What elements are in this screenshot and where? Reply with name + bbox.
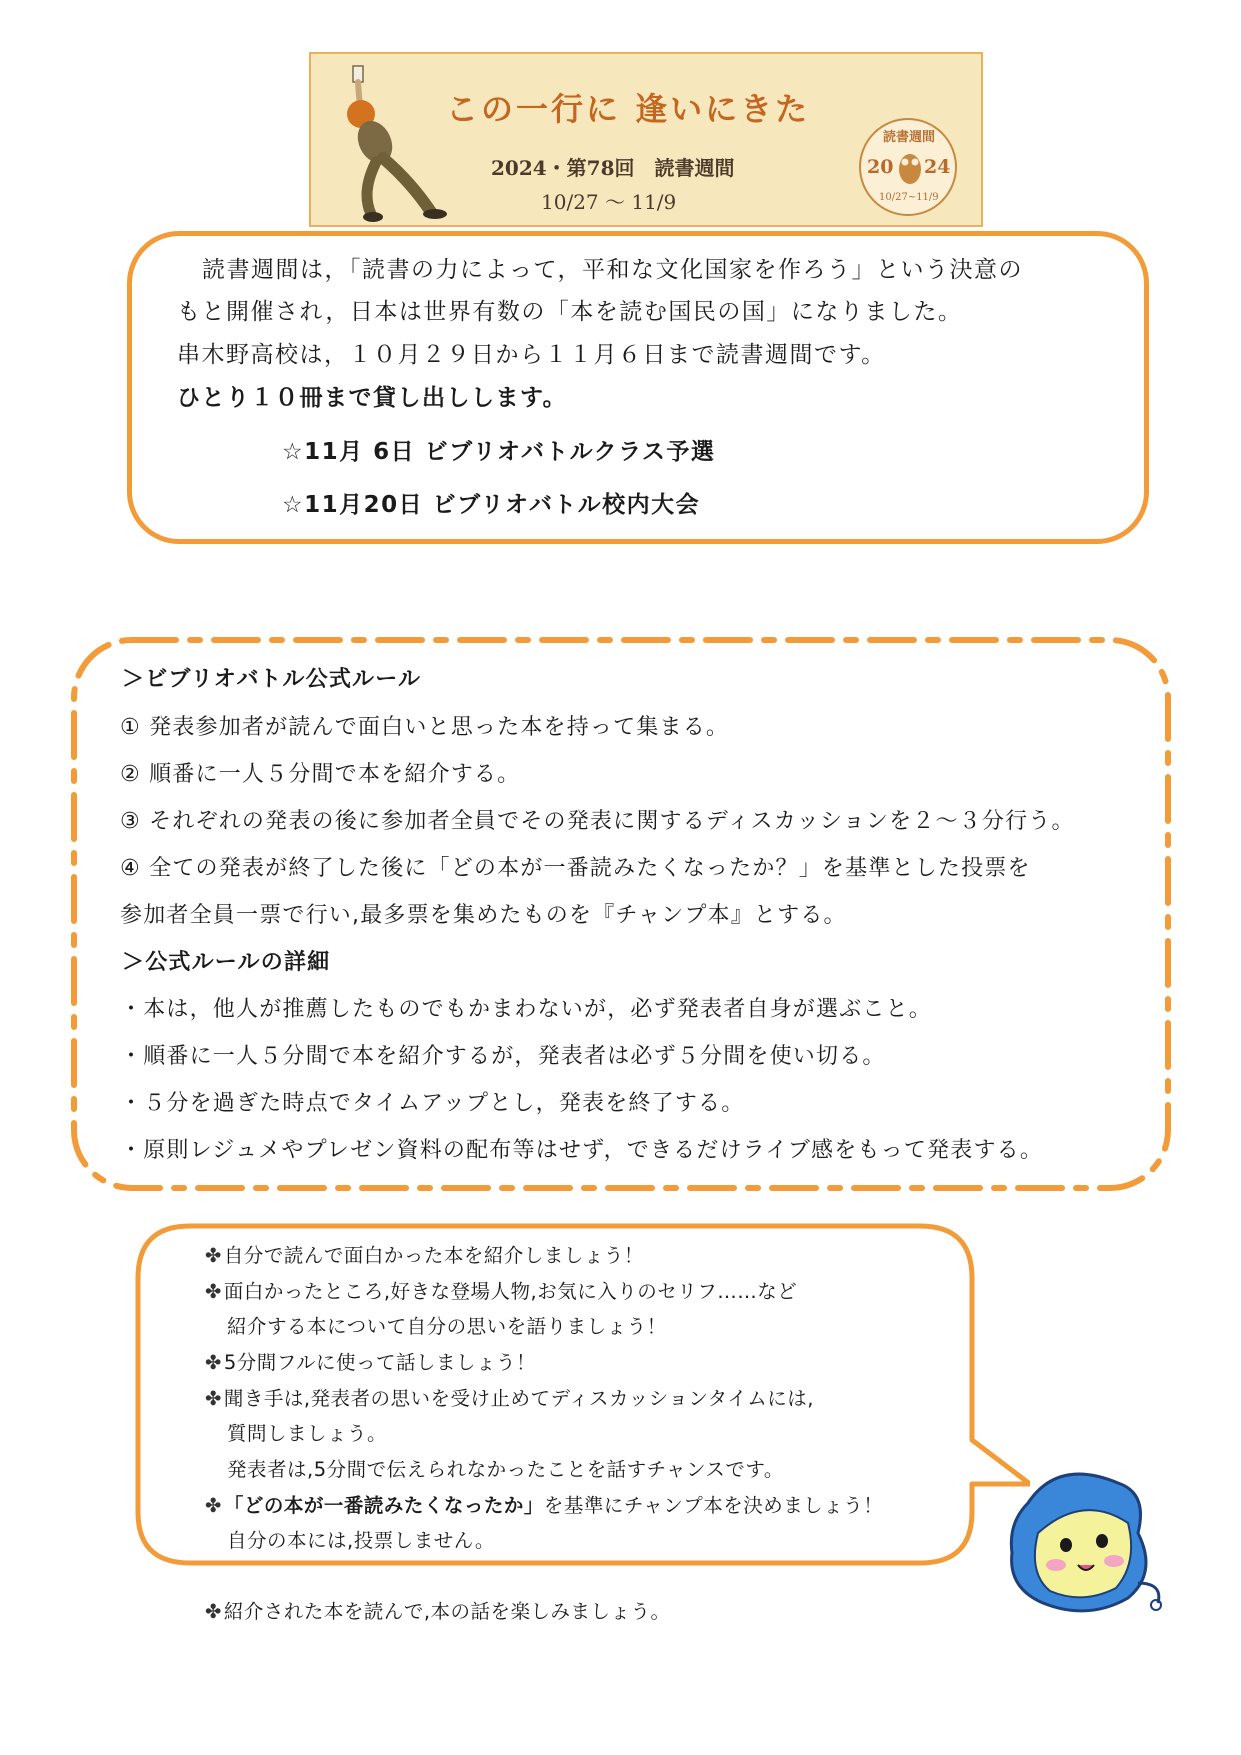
banner-title: この一行に 逢いにきた (446, 90, 811, 128)
event-school-tournament: ☆11月20日 ビブリオバトル校内大会 (282, 492, 701, 518)
clover-bullet-icon: ✤ (205, 1387, 222, 1410)
rule-detail-2: ・順番に一人５分間で本を紹介するが，発表者は必ず５分間を使い切る。 (120, 1044, 886, 1069)
clover-bullet-icon: ✤ (205, 1600, 222, 1623)
tip-2: ✤ 面白かったところ,好きな登場人物,お気に入りのセリフ……など (205, 1280, 798, 1303)
intro-box (127, 231, 1149, 544)
tip-5-cont: 自分の本には,投票しません。 (227, 1529, 495, 1552)
clover-bullet-icon: ✤ (205, 1280, 222, 1303)
reading-week-seal (859, 118, 957, 216)
intro-lending-limit: ひとり１０冊まで貸し出しします。 (177, 385, 568, 411)
rules-box (62, 630, 1180, 1200)
banner-dates: 10/27 ～ 11/9 (541, 190, 677, 214)
owl-icon (897, 148, 923, 186)
clover-bullet-icon: ✤ (205, 1494, 222, 1517)
seal-bottom-text: 10/27~11/9 (879, 192, 939, 203)
intro-line-3: 串木野高校は，１０月２９日から１１月６日まで読書週間です。 (177, 342, 886, 368)
rule-item-2: ② 順番に一人５分間で本を紹介する。 (120, 762, 521, 787)
rule-detail-4: ・原則レジュメやプレゼン資料の配布等はせず，できるだけライブ感をもって発表する。 (120, 1138, 1044, 1163)
tip-6: ✤ 紹介された本を読んで,本の話を楽しみましょう。 (205, 1600, 671, 1623)
seal-year-right: 24 (924, 156, 951, 178)
rules-detail-heading: ＞公式ルールの詳細 (122, 950, 331, 975)
rule-item-4: ④ 全ての発表が終了した後に「どの本が一番読みたくなったか？」を基準とした投票を (120, 856, 1031, 881)
tip-4: ✤ 聞き手は,発表者の思いを受け止めてディスカッションタイムには, (205, 1387, 814, 1410)
seal-top-text: 読書週間 (883, 130, 936, 145)
rule-detail-1: ・本は，他人が推薦したものでもかまわないが，必ず発表者自身が選ぶこと。 (120, 997, 933, 1022)
jumping-reader-illustration (331, 62, 451, 222)
tip-2-cont: 紹介する本について自分の思いを語りましょう！ (227, 1315, 667, 1338)
intro-line-2: もと開催され，日本は世界有数の「本を読む国民の国」になりました。 (177, 299, 963, 325)
seal-year-left: 20 (867, 156, 894, 178)
tip-4-cont-2: 発表者は,5分間で伝えられなかったことを話すチャンスです。 (227, 1458, 784, 1481)
reading-week-banner (309, 52, 983, 227)
rule-detail-3: ・５分を過ぎた時点でタイムアップとし，発表を終了する。 (120, 1091, 745, 1116)
banner-subtitle: 2024・第78回 読書週間 (491, 156, 735, 180)
rule-item-4-cont: 参加者全員一票で行い,最多票を集めたものを『チャンプ本』とする。 (120, 903, 847, 928)
tip-4-cont: 質問しましょう。 (227, 1422, 388, 1445)
rule-item-1: ① 発表参加者が読んで面白いと思った本を持って集まる。 (120, 715, 730, 740)
event-class-preliminary: ☆11月 6日 ビブリオバトルクラス予選 (282, 439, 716, 465)
mascot-illustration (998, 1463, 1168, 1623)
tip-3: ✤ 5分間フルに使って話しましょう！ (205, 1351, 536, 1374)
intro-line-1: 読書週間は，「読書の力によって，平和な文化国家を作ろう」という決意の (202, 257, 1024, 283)
tip-5: ✤ 「どの本が一番読みたくなったか」を基準にチャンプ本を決めましょう！ (205, 1494, 884, 1517)
tips-speech-bubble (130, 1222, 1030, 1567)
clover-bullet-icon: ✤ (205, 1244, 222, 1267)
rule-item-3: ③ それぞれの発表の後に参加者全員でその発表に関するディスカッションを２～３分行う。 (120, 809, 1075, 834)
clover-bullet-icon: ✤ (205, 1351, 222, 1374)
rules-heading: ＞ビブリオバトル公式ルール (122, 667, 422, 692)
tip-1: ✤ 自分で読んで面白かった本を紹介しましょう！ (205, 1244, 644, 1267)
